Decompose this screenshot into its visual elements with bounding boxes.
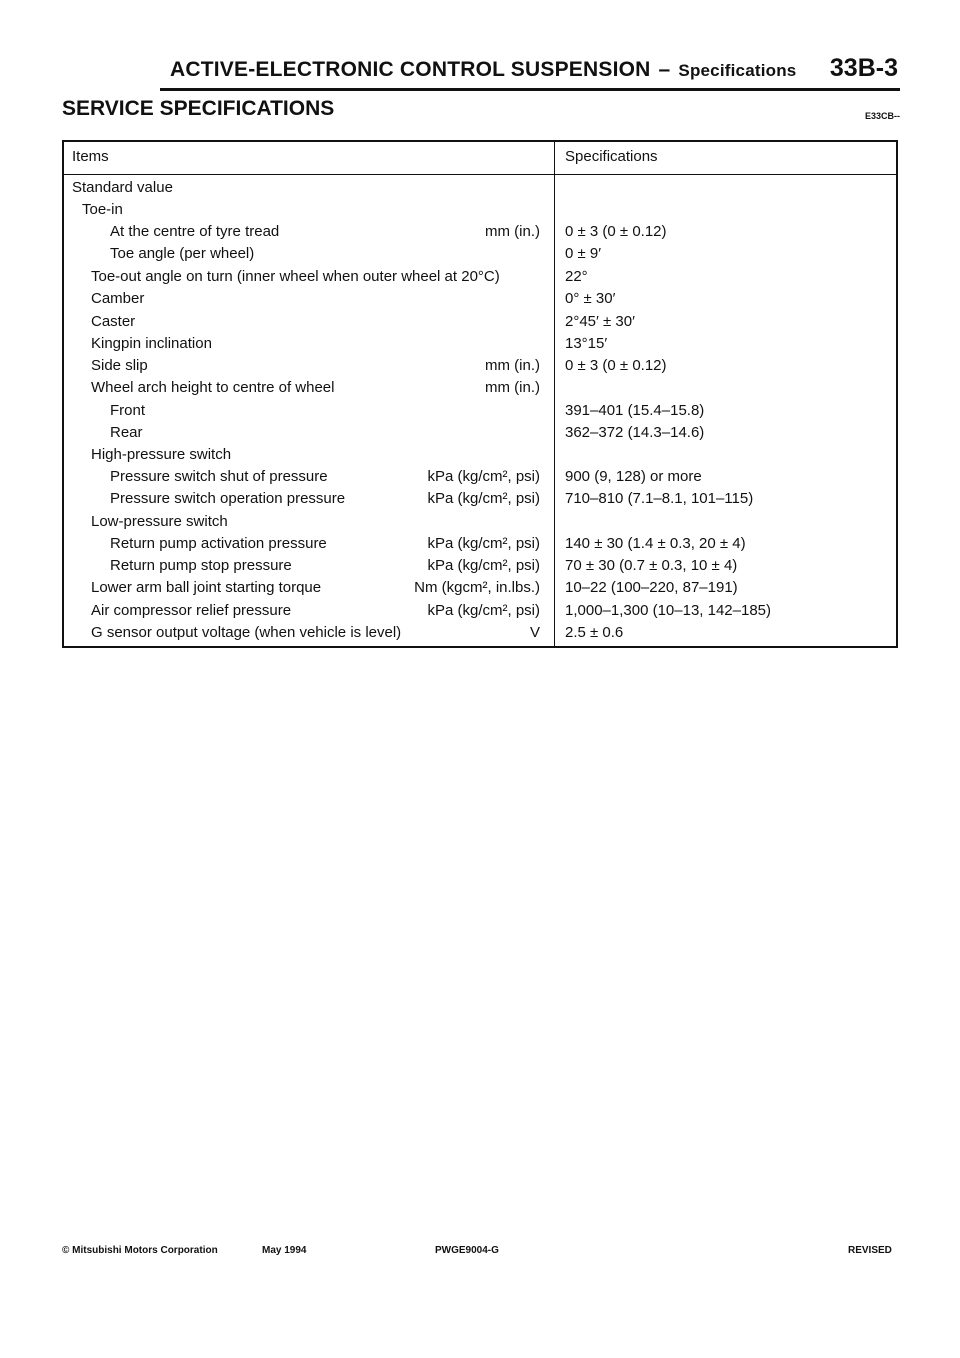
- item-unit: mm (in.): [485, 379, 540, 396]
- item-spec: 22°: [565, 268, 588, 285]
- column-header-specifications: Specifications: [565, 148, 658, 165]
- item-label: Caster: [91, 313, 136, 330]
- header-subtitle: Specifications: [678, 61, 797, 80]
- item-label: Low-pressure switch: [91, 513, 228, 530]
- item-spec: 0 ± 3 (0 ± 0.12): [565, 223, 667, 240]
- table-row: [64, 555, 896, 577]
- item-label: High-pressure switch: [91, 446, 232, 463]
- item-spec: 900 (9, 128) or more: [565, 468, 702, 485]
- item-label: Toe-in: [82, 201, 123, 218]
- item-unit: mm (in.): [485, 357, 540, 374]
- table-row: [64, 221, 896, 243]
- specifications-table: [62, 140, 898, 648]
- table-row: [64, 577, 896, 599]
- table-row: [64, 311, 896, 333]
- item-unit: kPa (kg/cm², psi): [427, 557, 540, 574]
- page-number: 33B-3: [829, 54, 898, 82]
- header-title-line: [170, 58, 796, 82]
- item-label: Pressure switch operation pressure: [110, 490, 346, 507]
- item-label: Return pump activation pressure: [110, 535, 327, 552]
- table-row: [64, 355, 896, 377]
- table-row: [64, 177, 896, 199]
- section-code: E33CB--: [864, 111, 900, 121]
- item-label: Front: [110, 402, 146, 419]
- item-unit: kPa (kg/cm², psi): [427, 490, 540, 507]
- table-row: [64, 422, 896, 444]
- table-row: [64, 288, 896, 310]
- table-row: [64, 243, 896, 265]
- item-label: Toe-out angle on turn (inner wheel when outer wheel at 20°C): [91, 268, 500, 285]
- column-header-items: Items: [72, 148, 109, 165]
- item-label: Toe angle (per wheel): [110, 245, 255, 262]
- table-row: [64, 199, 896, 221]
- footer-revision-status: REVISED: [848, 1245, 892, 1256]
- item-spec: 13°15′: [565, 335, 608, 352]
- item-unit: kPa (kg/cm², psi): [427, 535, 540, 552]
- table-row: [64, 488, 896, 510]
- table-row: [64, 333, 896, 355]
- item-spec: 10–22 (100–220, 87–191): [565, 579, 738, 596]
- table-row: [64, 511, 896, 533]
- item-label: Lower arm ball joint starting torque: [91, 579, 322, 596]
- page-header: [160, 56, 900, 91]
- table-row: [64, 444, 896, 466]
- item-label: At the centre of tyre tread: [110, 223, 280, 240]
- table-row: [64, 466, 896, 488]
- item-unit: kPa (kg/cm², psi): [427, 468, 540, 485]
- item-label: Return pump stop pressure: [110, 557, 292, 574]
- item-spec: 2.5 ± 0.6: [565, 624, 624, 641]
- item-spec: 140 ± 30 (1.4 ± 0.3, 20 ± 4): [565, 535, 746, 552]
- header-dash: –: [658, 58, 671, 81]
- item-label: Pressure switch shut of pressure: [110, 468, 328, 485]
- footer-date: May 1994: [262, 1245, 307, 1256]
- item-spec: 0° ± 30′: [565, 290, 616, 307]
- item-label: Standard value: [72, 179, 173, 196]
- table-row: [64, 600, 896, 622]
- item-spec: 0 ± 9′: [565, 245, 602, 262]
- item-label: Camber: [91, 290, 145, 307]
- header-divider: [64, 174, 896, 175]
- item-spec: 710–810 (7.1–8.1, 101–115): [565, 490, 754, 507]
- item-spec: 70 ± 30 (0.7 ± 0.3, 10 ± 4): [565, 557, 738, 574]
- item-unit: kPa (kg/cm², psi): [427, 602, 540, 619]
- item-label: Wheel arch height to centre of wheel: [91, 379, 335, 396]
- item-spec: 362–372 (14.3–14.6): [565, 424, 705, 441]
- footer-copyright: © Mitsubishi Motors Corporation: [62, 1245, 218, 1256]
- section-title: SERVICE SPECIFICATIONS: [62, 97, 335, 120]
- item-label: Kingpin inclination: [91, 335, 212, 352]
- item-label: Side slip: [91, 357, 148, 374]
- item-unit: V: [529, 624, 540, 641]
- table-row: [64, 266, 896, 288]
- item-spec: 2°45′ ± 30′: [565, 313, 635, 330]
- table-row: [64, 533, 896, 555]
- table-row: [64, 400, 896, 422]
- table-row: [64, 377, 896, 399]
- header-title: ACTIVE-ELECTRONIC CONTROL SUSPENSION: [170, 58, 651, 81]
- item-spec: 1,000–1,300 (10–13, 142–185): [565, 602, 772, 619]
- item-unit: mm (in.): [485, 223, 540, 240]
- item-spec: 391–401 (15.4–15.8): [565, 402, 705, 419]
- item-label: Air compressor relief pressure: [91, 602, 292, 619]
- item-unit: Nm (kgcm², in.lbs.): [414, 579, 540, 596]
- item-label: Rear: [110, 424, 143, 441]
- footer-document-code: PWGE9004-G: [435, 1245, 499, 1256]
- item-label: G sensor output voltage (when vehicle is level): [91, 624, 402, 641]
- item-spec: 0 ± 3 (0 ± 0.12): [565, 357, 667, 374]
- table-row: [64, 622, 896, 644]
